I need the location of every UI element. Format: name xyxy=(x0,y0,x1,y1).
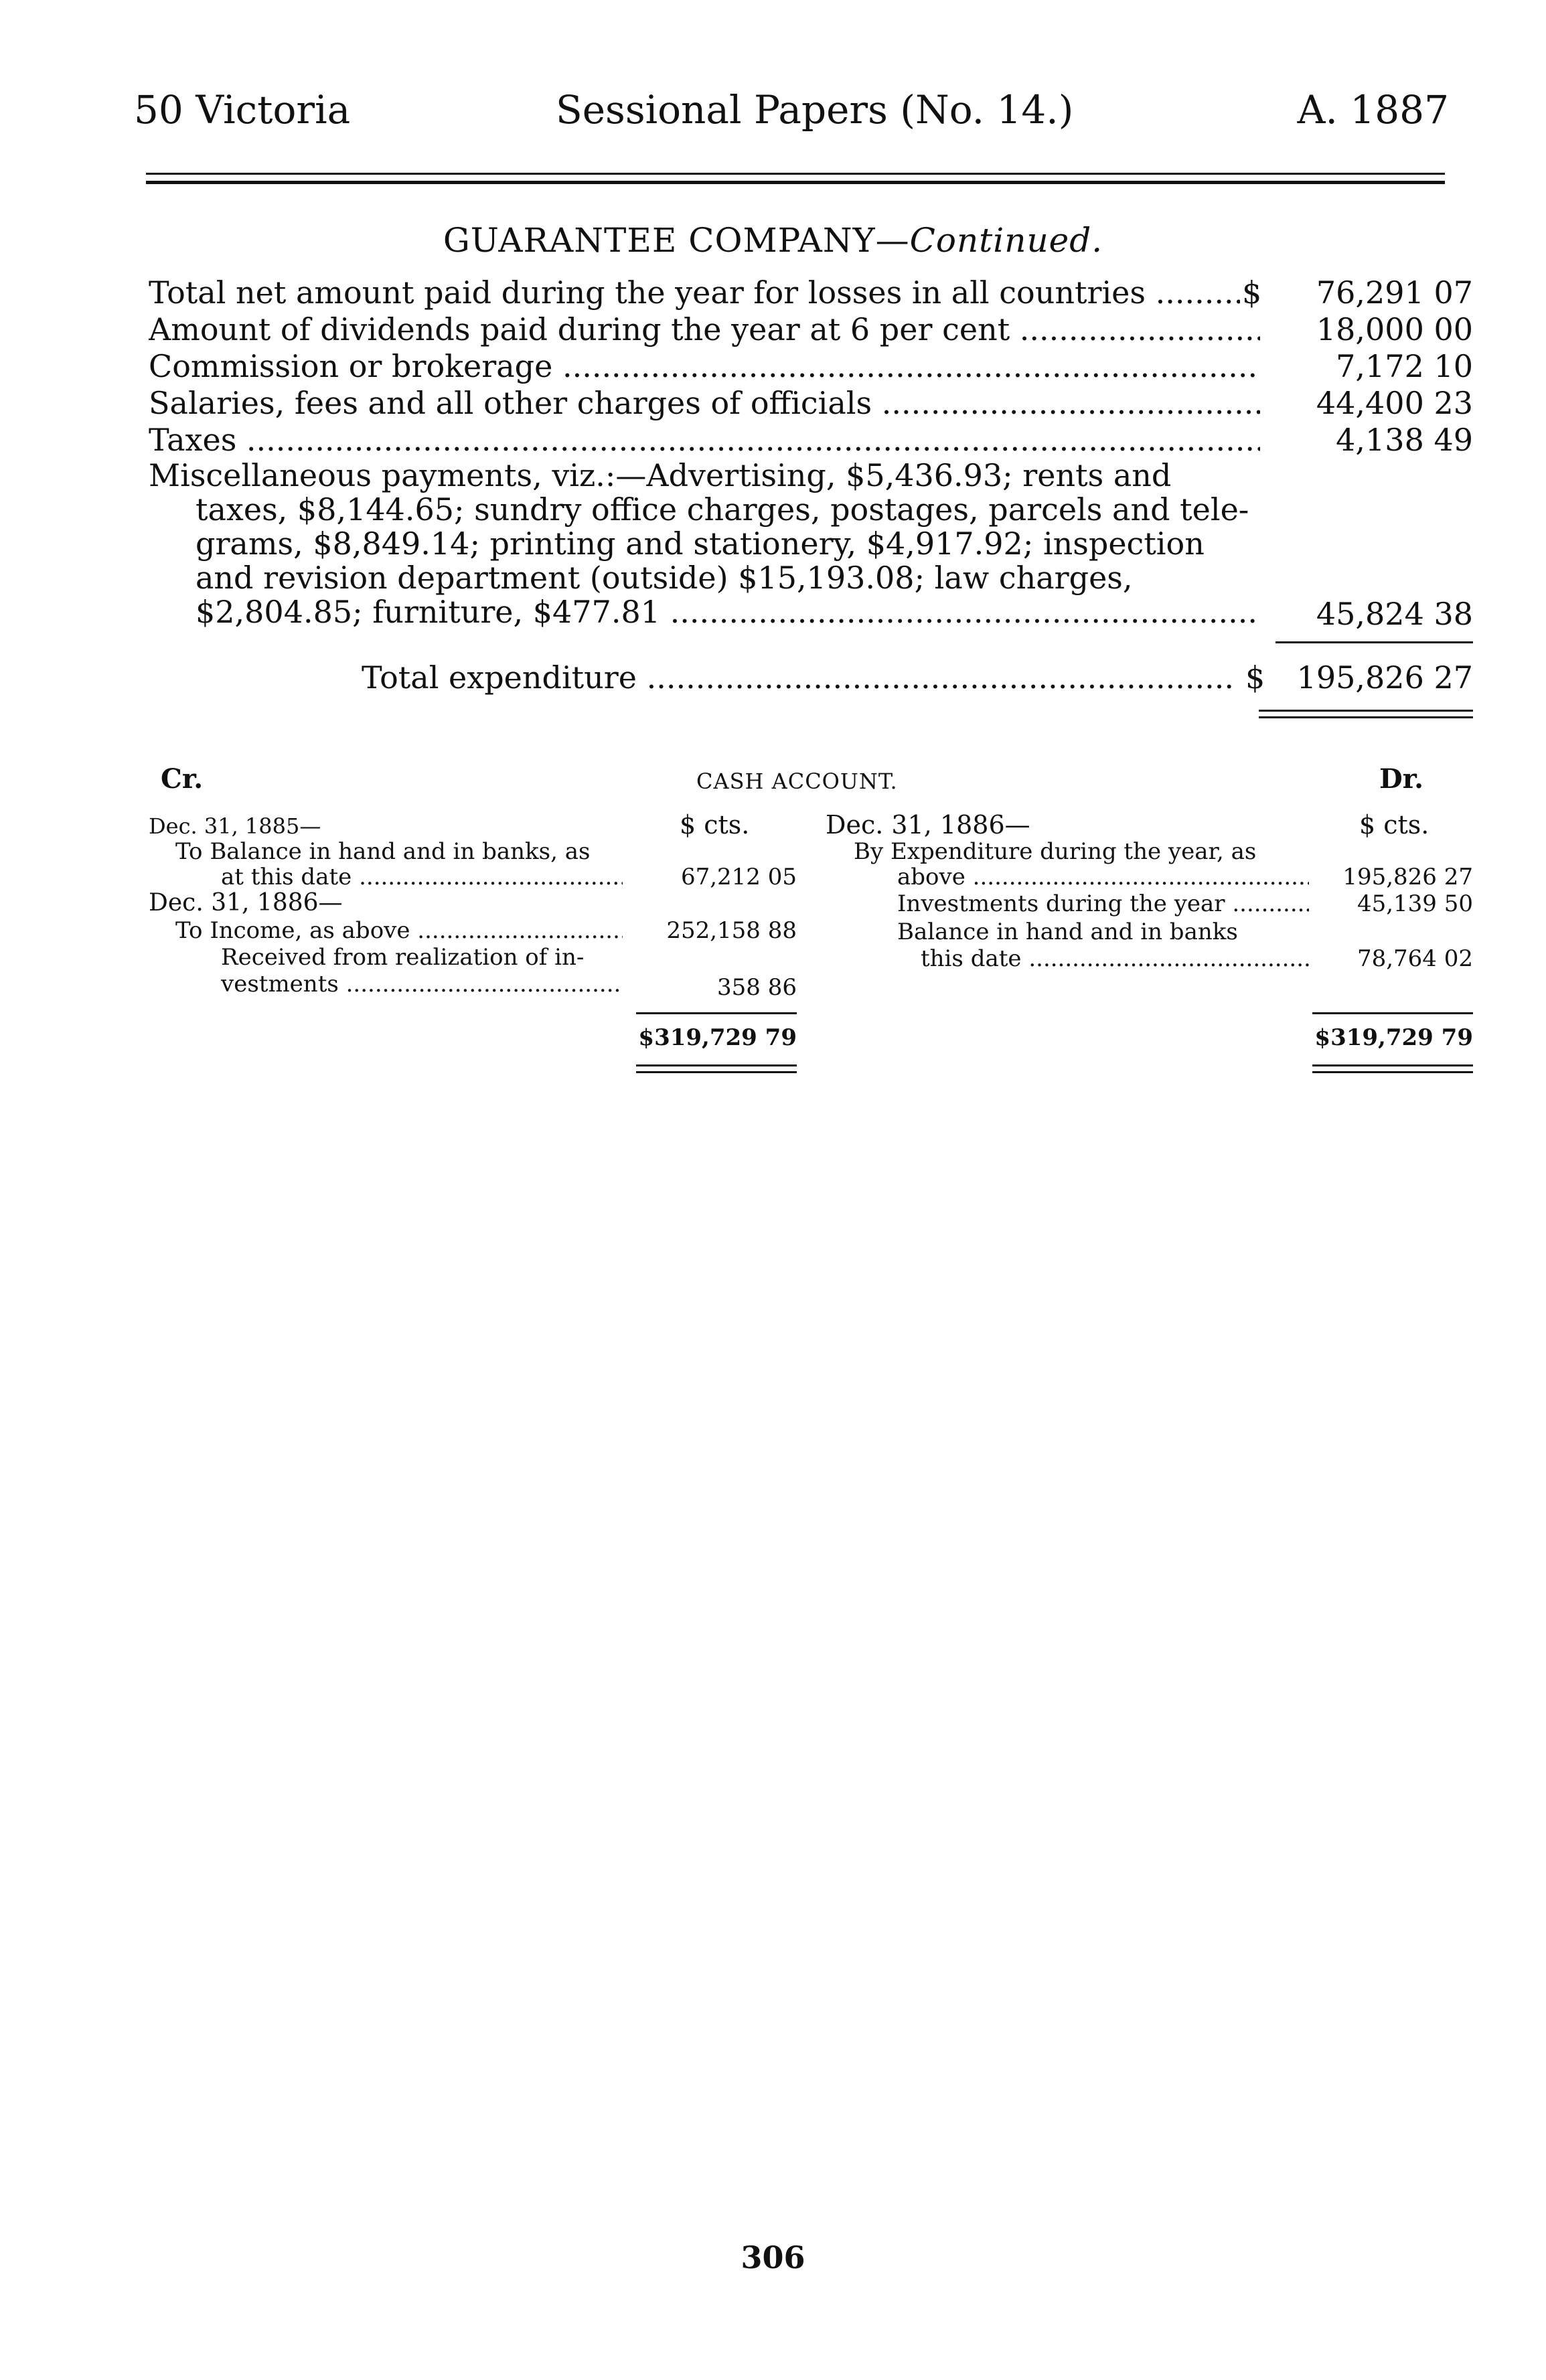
cr-date-1886: Dec. 31, 1886— xyxy=(149,889,343,917)
header-rule-top xyxy=(146,173,1445,175)
misc-line: and revision department (outside) $15,193.08; law charges, xyxy=(196,560,1133,596)
cr-item-balance-line1: To Balance in hand and in banks, as xyxy=(175,838,591,865)
cash-account-title: CASH ACCOUNT. xyxy=(696,769,898,794)
dr-balance-amount: 78,764 02 xyxy=(1357,945,1473,972)
expenditure-label: Salaries, fees and all other charges of officials ..... xyxy=(149,385,1260,421)
cr-item-realization-line2: vestments ..... xyxy=(221,971,623,998)
cr-date-1885: Dec. 31, 1885— xyxy=(149,813,321,839)
dollar-sign: $ xyxy=(1242,274,1262,311)
section-title-text: GUARANTEE COMPANY— xyxy=(443,221,910,260)
cr-realization-amount: 358 86 xyxy=(717,974,797,1001)
misc-line: taxes, $8,144.65; sundry office charges, postages, parcels and tele- xyxy=(196,491,1249,528)
dr-item-expenditure-line1: By Expenditure during the year, as xyxy=(854,838,1257,865)
header-rule-bottom xyxy=(146,181,1445,184)
total-label: Total expenditure ..... xyxy=(362,659,1235,696)
cr-income-amount: 252,158 88 xyxy=(666,917,797,944)
expenditure-label: Taxes ..... xyxy=(149,422,1260,458)
misc-line: $2,804.85; furniture, $477.81 ..... xyxy=(149,595,1260,629)
cr-total-rule-2 xyxy=(636,1071,797,1073)
section-title-continued: Continued. xyxy=(909,221,1103,260)
expenditure-row xyxy=(0,385,1546,425)
expenditure-row xyxy=(0,274,1546,315)
expenditure-amount: 7,172 10 xyxy=(1336,348,1473,384)
dr-label: Dr. xyxy=(1379,763,1424,795)
cr-item-realization-line1: Received from realization of in- xyxy=(221,944,585,971)
dr-investments-amount: 45,139 50 xyxy=(1357,890,1473,917)
cr-balance-amount: 67,212 05 xyxy=(680,864,797,890)
dr-item-investments: Investments during the year ..... xyxy=(897,890,1309,917)
cr-total-rule-1 xyxy=(636,1064,797,1066)
expenditure-amount: 18,000 00 xyxy=(1316,311,1473,347)
dr-total-rule-2 xyxy=(1312,1071,1473,1073)
expenditure-row xyxy=(0,348,1546,388)
dr-total-rule-1 xyxy=(1312,1064,1473,1066)
dr-expenditure-amount: 195,826 27 xyxy=(1342,864,1473,890)
total-amount: 195,826 27 xyxy=(1296,659,1473,696)
dr-total: $319,729 79 xyxy=(1314,1024,1473,1051)
expenditure-amount: 4,138 49 xyxy=(1336,422,1473,458)
page-number: 306 xyxy=(741,2239,805,2276)
header-left: 50 Victoria xyxy=(134,87,351,133)
total-expenditure-row xyxy=(0,659,1546,700)
expenditure-label: Total net amount paid during the year for losses in all countries ..... xyxy=(149,274,1240,311)
subtotal-rule xyxy=(1276,641,1473,643)
dr-currency-header: $ cts. xyxy=(1359,810,1429,840)
total-rule-1 xyxy=(1259,710,1473,712)
dr-item-expenditure-line2: above ..... xyxy=(897,864,1309,890)
expenditure-label: Amount of dividends paid during the year at 6 per cent ..... xyxy=(149,311,1260,347)
dr-sum-rule xyxy=(1312,1012,1473,1014)
dollar-sign: $ xyxy=(1245,659,1265,696)
cr-total: $319,729 79 xyxy=(638,1024,797,1051)
expenditure-amount: 76,291 07 xyxy=(1316,274,1473,311)
cr-item-balance-line2: at this date ..... xyxy=(221,864,623,890)
section-title xyxy=(0,221,1546,260)
misc-payments-paragraph xyxy=(149,459,1260,629)
expenditure-amount: 44,400 23 xyxy=(1316,385,1473,421)
total-rule-2 xyxy=(1259,716,1473,718)
cr-label: Cr. xyxy=(161,763,204,795)
cr-item-income: To Income, as above ..... xyxy=(175,917,623,944)
misc-line: grams, $8,849.14; printing and stationery, $4,917.92; inspection xyxy=(196,526,1205,562)
cr-currency-header: $ cts. xyxy=(680,810,750,840)
dr-date-1886: Dec. 31, 1886— xyxy=(826,810,1030,840)
cr-sum-rule xyxy=(636,1012,797,1014)
expenditure-row xyxy=(0,311,1546,351)
header-center: Sessional Papers (No. 14.) xyxy=(556,87,1074,133)
dr-item-balance-line1: Balance in hand and in banks xyxy=(897,919,1238,945)
misc-amount: 45,824 38 xyxy=(1316,596,1473,632)
expenditure-label: Commission or brokerage ..... xyxy=(149,348,1260,384)
misc-line: Miscellaneous payments, viz.:—Advertising, $5,436.93; rents and xyxy=(149,457,1172,493)
header-right: A. 1887 xyxy=(1297,87,1449,133)
dr-item-balance-line2: this date ..... xyxy=(921,945,1309,972)
expenditure-row xyxy=(0,422,1546,462)
